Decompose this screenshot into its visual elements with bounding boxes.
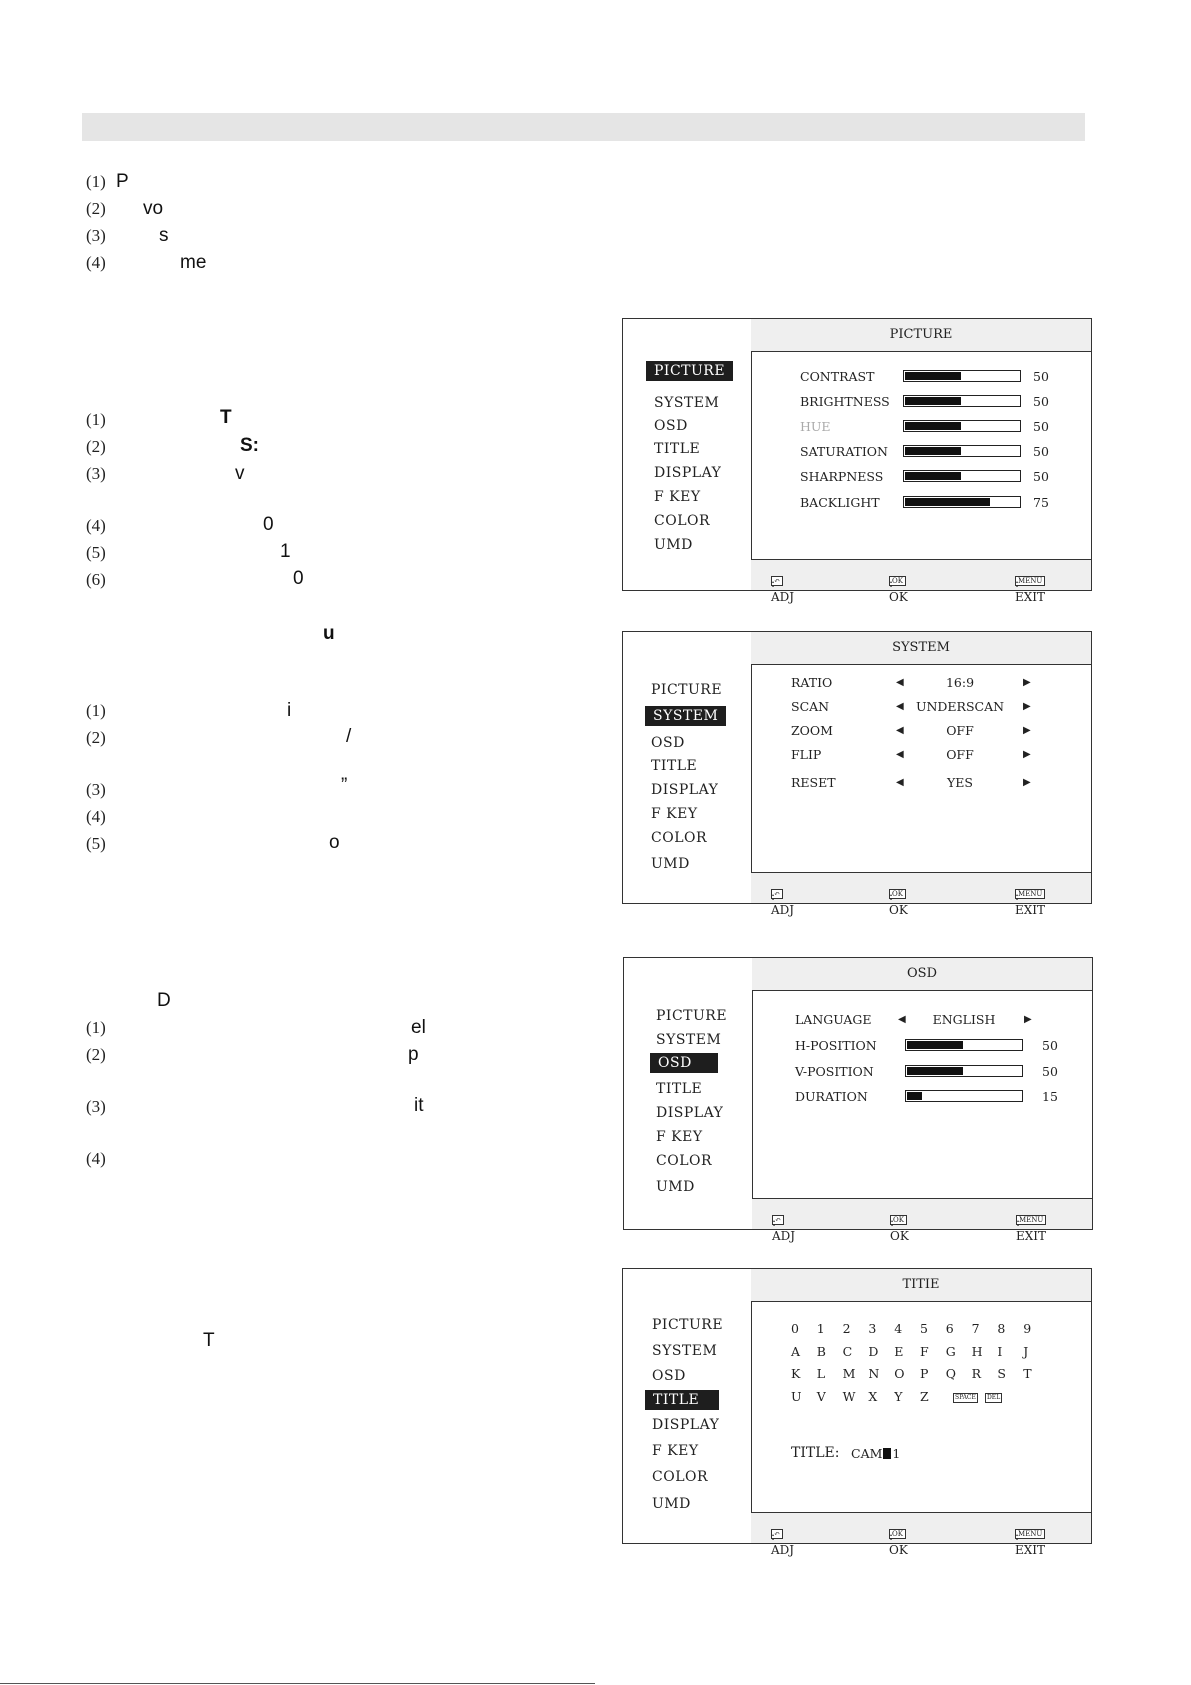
char-key[interactable]: 0: [791, 1321, 799, 1336]
text-fragment: D: [157, 990, 171, 1011]
menu-item-color[interactable]: COLOR: [652, 1469, 709, 1485]
char-key[interactable]: B: [816, 1343, 826, 1359]
exit-label: : EXIT: [1015, 576, 1046, 604]
menu-item-picture[interactable]: PICTURE: [656, 1008, 728, 1024]
menu-key-icon: MENU: [1015, 1529, 1045, 1539]
exit-label: : EXIT: [1015, 889, 1046, 917]
slider-fill: [905, 397, 961, 405]
menu-item-color[interactable]: COLOR: [654, 513, 711, 529]
setting-value: 50: [1033, 444, 1049, 459]
menu-item-title[interactable]: TITLE: [651, 758, 698, 774]
setting-label: SHARPNESS: [800, 469, 884, 484]
menu-item-system[interactable]: SYSTEM: [652, 1343, 718, 1359]
right-arrow-icon[interactable]: ▶: [1023, 749, 1031, 760]
char-key[interactable]: 9: [1023, 1321, 1032, 1336]
menu-item-umd[interactable]: UMD: [656, 1179, 695, 1195]
list-number: (4): [86, 516, 106, 535]
setting-label: DURATION: [795, 1089, 868, 1104]
slider-fill: [905, 498, 990, 506]
setting-label: BACKLIGHT: [800, 495, 880, 510]
menu-item-display[interactable]: DISPLAY: [654, 465, 722, 481]
menu-item-title[interactable]: TITLE: [645, 1390, 719, 1410]
left-arrow-icon[interactable]: ◀: [896, 777, 904, 788]
menu-item-picture[interactable]: PICTURE: [646, 361, 733, 381]
panel-footer: [751, 559, 1091, 604]
right-arrow-icon[interactable]: ▶: [1023, 725, 1031, 736]
slider-fill: [905, 372, 961, 380]
list-number: (5): [86, 543, 106, 562]
setting-value: 50: [1033, 419, 1049, 434]
setting-option: ENGLISH: [932, 1012, 996, 1027]
menu-key-icon: MENU: [1016, 1215, 1046, 1225]
list-number: (2): [86, 199, 106, 218]
adjust-label: : ADJ: [772, 1215, 796, 1243]
setting-label: RESET: [791, 775, 836, 790]
slider-fill: [905, 447, 961, 455]
list-number: (1): [86, 410, 106, 429]
setting-label: ZOOM: [791, 723, 833, 738]
char-key[interactable]: R: [971, 1366, 982, 1381]
text-fragment: vo: [143, 198, 164, 219]
menu-key-icon: MENU: [1015, 889, 1045, 899]
setting-label: H-POSITION: [795, 1038, 877, 1053]
value-slider[interactable]: [903, 496, 1021, 508]
char-key[interactable]: O: [894, 1366, 905, 1381]
text-fragment: P: [116, 171, 129, 192]
text-fragment: v: [235, 463, 245, 484]
text-fragment: p: [408, 1044, 419, 1065]
adjust-label: : ADJ: [771, 889, 795, 917]
setting-option: OFF: [946, 723, 974, 738]
menu-item-fkey[interactable]: F KEY: [654, 489, 701, 505]
setting-label: RATIO: [791, 675, 833, 690]
menu-item-umd[interactable]: UMD: [651, 856, 690, 872]
adjust-label: : ADJ: [771, 576, 795, 604]
char-key[interactable]: 6: [945, 1321, 954, 1336]
ok-key-icon: OK: [889, 576, 906, 586]
menu-item-fkey[interactable]: F KEY: [652, 1443, 699, 1459]
text-fragment: ”: [341, 775, 348, 796]
list-number: (2): [86, 437, 106, 456]
setting-option: UNDERSCAN: [915, 699, 1005, 714]
menu-item-display[interactable]: DISPLAY: [652, 1417, 720, 1433]
adjust-knob-icon: ↶: [771, 576, 783, 586]
char-key[interactable]: 7: [971, 1321, 980, 1336]
char-key[interactable]: X: [868, 1388, 878, 1404]
char-key[interactable]: C: [842, 1343, 853, 1359]
right-arrow-icon[interactable]: ▶: [1023, 677, 1031, 688]
menu-key-icon: MENU: [1015, 576, 1045, 586]
menu-item-title[interactable]: TITLE: [654, 441, 701, 457]
menu-item-system[interactable]: SYSTEM: [645, 706, 726, 726]
char-key[interactable]: H: [971, 1343, 983, 1359]
setting-label: BRIGHTNESS: [800, 394, 890, 409]
char-key[interactable]: S: [997, 1366, 1006, 1381]
slider-fill: [905, 472, 961, 480]
slider-fill: [907, 1092, 922, 1100]
ok-label: : OK: [890, 1215, 909, 1243]
panel-header: SYSTEM: [751, 632, 1091, 665]
osd-menu-sidebar: [624, 958, 753, 1229]
list-number: (1): [86, 1018, 106, 1037]
char-key[interactable]: 5: [920, 1321, 928, 1336]
setting-label: SCAN: [791, 699, 830, 714]
menu-item-system[interactable]: SYSTEM: [656, 1032, 722, 1048]
list-number: (4): [86, 807, 106, 826]
panel-footer: [752, 1198, 1092, 1243]
char-key[interactable]: D: [868, 1343, 879, 1359]
char-key[interactable]: 2: [842, 1321, 851, 1336]
panel-header: OSD: [752, 958, 1092, 991]
left-arrow-icon[interactable]: ◀: [896, 701, 904, 712]
menu-item-fkey[interactable]: F KEY: [651, 806, 698, 822]
setting-option: OFF: [946, 747, 974, 762]
title-osd-panel: [622, 1268, 1092, 1557]
value-slider[interactable]: [903, 395, 1021, 407]
panel-footer: [751, 872, 1091, 917]
char-key[interactable]: L: [816, 1366, 826, 1381]
char-key[interactable]: I: [997, 1343, 1003, 1359]
char-key[interactable]: U: [791, 1388, 802, 1404]
slider-fill: [907, 1067, 963, 1075]
menu-item-display[interactable]: DISPLAY: [651, 782, 719, 798]
menu-item-osd[interactable]: OSD: [654, 418, 688, 434]
text-fragment: el: [411, 1017, 426, 1038]
title-value-text: 1: [892, 1446, 901, 1461]
right-arrow-icon[interactable]: ▶: [1024, 1014, 1032, 1025]
menu-item-color[interactable]: COLOR: [651, 830, 708, 846]
character-grid: [791, 1321, 1071, 1421]
adjust-knob-icon: ↶: [771, 889, 783, 899]
exit-label: : EXIT: [1016, 1215, 1047, 1243]
setting-label: CONTRAST: [800, 369, 875, 384]
slider-fill: [905, 422, 961, 430]
menu-item-umd[interactable]: UMD: [652, 1496, 691, 1512]
text-fragment: 0: [293, 568, 304, 589]
value-slider[interactable]: [903, 445, 1021, 457]
char-key[interactable]: W: [842, 1388, 856, 1404]
char-key[interactable]: Q: [945, 1366, 957, 1381]
value-slider[interactable]: [903, 470, 1021, 482]
menu-item-color[interactable]: COLOR: [656, 1153, 713, 1169]
menu-item-picture[interactable]: PICTURE: [651, 682, 723, 698]
char-key[interactable]: V: [816, 1388, 826, 1404]
menu-item-picture[interactable]: PICTURE: [652, 1317, 724, 1333]
title-value[interactable]: [851, 1446, 900, 1461]
ok-label: : OK: [889, 576, 908, 604]
adjust-knob-icon: ↶: [771, 1529, 783, 1539]
text-fragment: s: [159, 225, 169, 246]
text-fragment: S:: [240, 435, 259, 456]
ok-label: : OK: [889, 889, 908, 917]
list-number: (3): [86, 464, 106, 483]
list-number: (3): [86, 226, 106, 245]
adjust-label: : ADJ: [771, 1529, 795, 1557]
picture-osd-panel: [622, 318, 1092, 604]
ok-key-icon: OK: [889, 1529, 906, 1539]
text-fragment: o: [329, 832, 340, 853]
char-key[interactable]: K: [791, 1366, 801, 1381]
char-key[interactable]: F: [920, 1343, 929, 1359]
osd-menu-sidebar: [623, 1269, 752, 1543]
char-key[interactable]: 8: [997, 1321, 1006, 1336]
text-fragment: 0: [263, 514, 274, 535]
ok-label: : OK: [889, 1529, 908, 1557]
menu-item-osd[interactable]: OSD: [650, 1053, 718, 1073]
osd-menu-sidebar: [623, 632, 752, 903]
char-key[interactable]: P: [920, 1366, 929, 1381]
text-fragment: u: [323, 623, 335, 644]
panel-header: PICTURE: [751, 319, 1091, 352]
list-number: (3): [86, 780, 106, 799]
setting-value: 50: [1033, 469, 1049, 484]
list-number: (5): [86, 834, 106, 853]
char-key[interactable]: J: [1023, 1343, 1029, 1359]
left-arrow-icon[interactable]: ◀: [898, 1014, 906, 1025]
char-key[interactable]: 3: [868, 1321, 877, 1336]
char-key[interactable]: 1: [816, 1321, 825, 1336]
left-arrow-icon[interactable]: ◀: [896, 725, 904, 736]
value-slider[interactable]: [905, 1039, 1023, 1051]
menu-item-osd[interactable]: OSD: [651, 735, 685, 751]
list-number: (2): [86, 728, 106, 747]
section-header-bar: [82, 113, 1085, 141]
text-fragment: /: [346, 726, 352, 747]
text-fragment: me: [180, 252, 207, 273]
exit-label: : EXIT: [1015, 1529, 1046, 1557]
menu-item-fkey[interactable]: F KEY: [656, 1129, 703, 1145]
slider-fill: [907, 1041, 963, 1049]
system-osd-panel: [622, 631, 1092, 917]
right-arrow-icon[interactable]: ▶: [1023, 701, 1031, 712]
list-number: (1): [86, 172, 106, 191]
ok-key-icon: OK: [890, 1215, 907, 1225]
text-fragment: it: [414, 1095, 424, 1116]
setting-label: HUE: [800, 419, 831, 434]
setting-option: 16:9: [945, 675, 975, 690]
right-arrow-icon[interactable]: ▶: [1023, 777, 1031, 788]
list-number: (4): [86, 1149, 106, 1168]
char-key[interactable]: N: [868, 1366, 880, 1381]
value-slider[interactable]: [905, 1090, 1023, 1102]
list-number: (4): [86, 253, 106, 272]
char-key[interactable]: M: [842, 1366, 856, 1381]
menu-item-umd[interactable]: UMD: [654, 537, 693, 553]
char-key[interactable]: G: [945, 1343, 956, 1359]
list-number: (6): [86, 570, 106, 589]
delete-key[interactable]: DEL: [987, 1394, 1001, 1401]
char-key[interactable]: T: [1023, 1366, 1032, 1381]
osd-osd-panel: [623, 957, 1093, 1243]
space-key[interactable]: SPACE: [955, 1394, 976, 1401]
setting-value: 50: [1042, 1038, 1058, 1053]
text-fragment: 1: [280, 541, 291, 562]
left-arrow-icon[interactable]: ◀: [896, 677, 904, 688]
char-key[interactable]: A: [791, 1343, 801, 1359]
setting-label: V-POSITION: [795, 1064, 874, 1079]
char-key[interactable]: E: [894, 1343, 904, 1359]
adjust-knob-icon: ↶: [772, 1215, 784, 1225]
setting-value: 15: [1042, 1089, 1058, 1104]
char-key[interactable]: Z: [920, 1388, 929, 1404]
setting-label: FLIP: [791, 747, 822, 762]
menu-item-system[interactable]: SYSTEM: [654, 395, 720, 411]
ok-key-icon: OK: [889, 889, 906, 899]
list-number: (1): [86, 701, 106, 720]
setting-value: 50: [1033, 394, 1049, 409]
menu-item-title[interactable]: TITLE: [656, 1081, 703, 1097]
setting-label: LANGUAGE: [795, 1012, 872, 1027]
value-slider[interactable]: [905, 1065, 1023, 1077]
panel-header: TITIE: [751, 1269, 1091, 1302]
value-slider[interactable]: [903, 370, 1021, 382]
list-number: (2): [86, 1045, 106, 1064]
setting-value: 75: [1033, 495, 1049, 510]
menu-item-osd[interactable]: OSD: [652, 1368, 686, 1384]
char-key[interactable]: Y: [894, 1388, 903, 1404]
setting-value: 50: [1042, 1064, 1058, 1079]
setting-value: 50: [1033, 369, 1049, 384]
char-key[interactable]: 4: [894, 1321, 903, 1336]
title-value-text: CAM: [851, 1446, 883, 1461]
panel-footer: [751, 1512, 1091, 1557]
text-fragment: i: [287, 700, 292, 721]
text-fragment: T: [220, 407, 232, 428]
value-slider[interactable]: [903, 420, 1021, 432]
setting-label: SATURATION: [800, 444, 888, 459]
osd-menu-sidebar: [623, 319, 752, 590]
menu-item-display[interactable]: DISPLAY: [656, 1105, 724, 1121]
text-fragment: T: [203, 1330, 215, 1351]
text-cursor: [883, 1448, 891, 1459]
title-label: TITLE:: [791, 1445, 840, 1461]
setting-option: YES: [947, 775, 973, 790]
page-bottom-rule: [0, 1683, 595, 1684]
list-number: (3): [86, 1097, 106, 1116]
left-arrow-icon[interactable]: ◀: [896, 749, 904, 760]
